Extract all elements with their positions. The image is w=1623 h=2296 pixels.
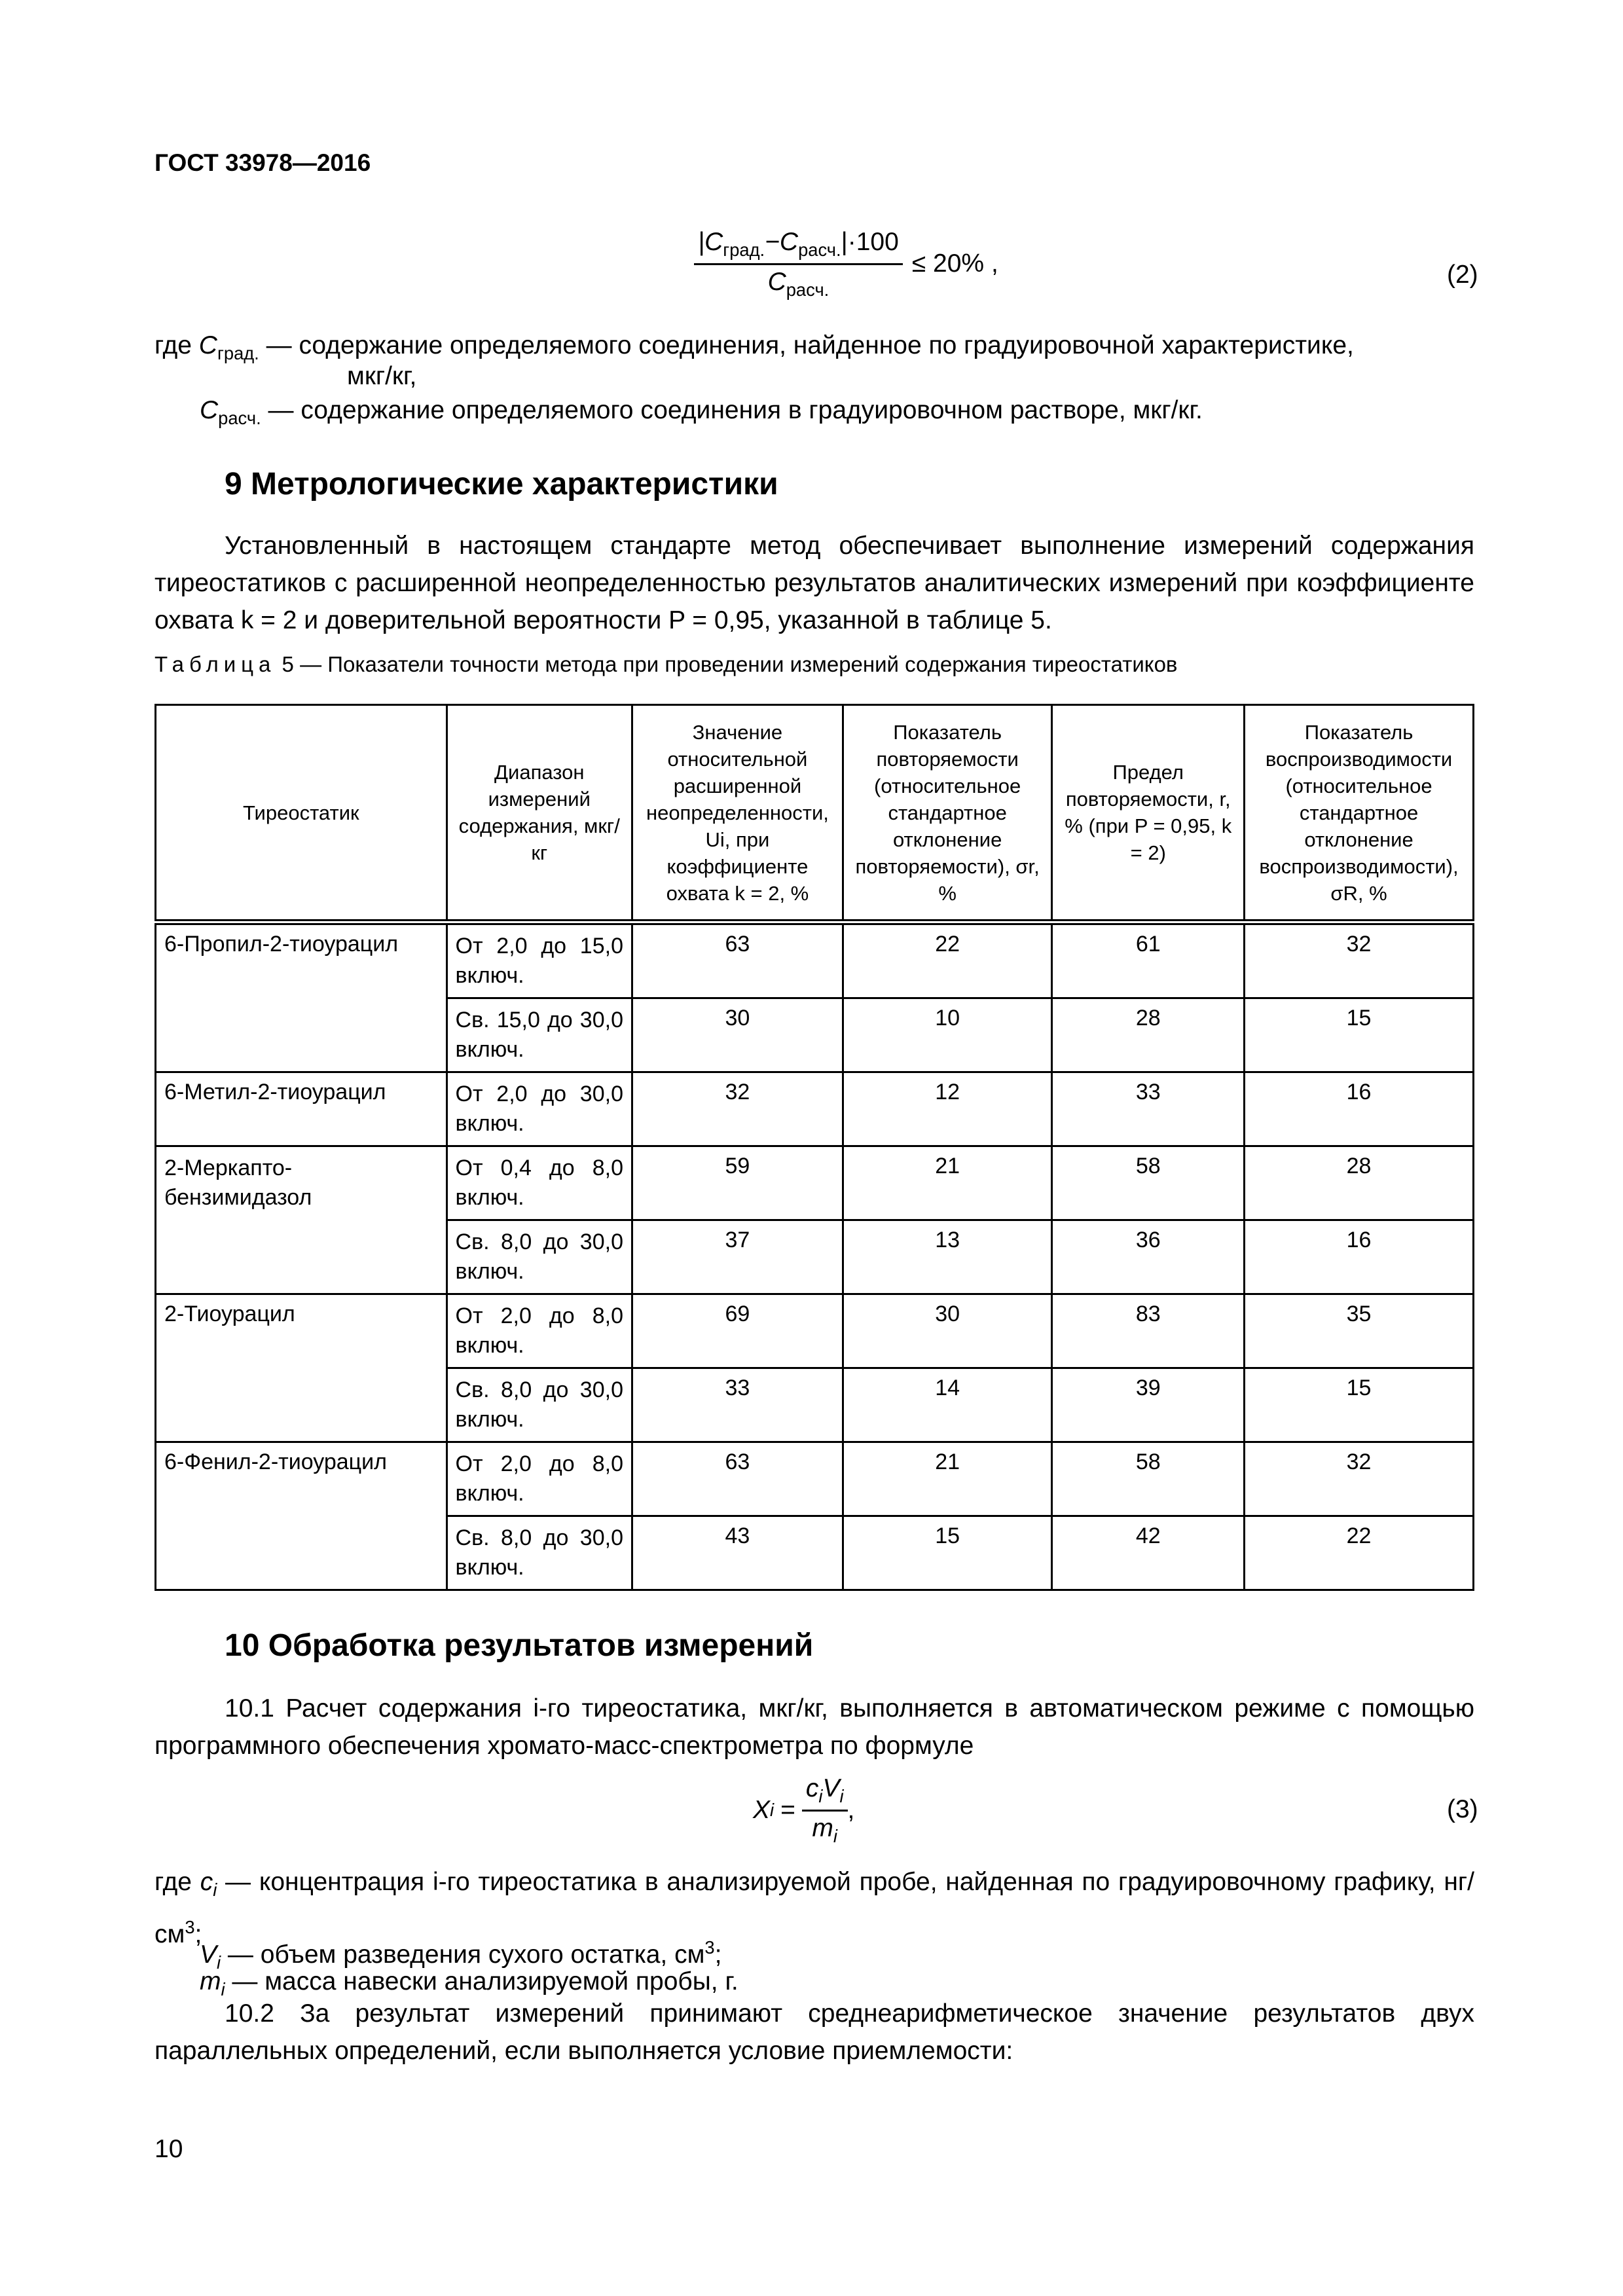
cell-repeatability: 21	[843, 1442, 1052, 1516]
cell-repeatability: 22	[843, 922, 1052, 998]
cell-repeatability: 30	[843, 1294, 1052, 1368]
table-header-row	[156, 705, 1474, 922]
cell-uncertainty: 69	[632, 1294, 843, 1368]
col-header-substance: Тиреостатик	[156, 705, 447, 922]
cell-repeatability-limit: 61	[1052, 922, 1245, 998]
formula-2-relation: ≤ 20% ,	[911, 249, 998, 278]
cell-reproducibility: 35	[1245, 1294, 1474, 1368]
cell-repeatability-limit: 39	[1052, 1368, 1245, 1442]
cell-reproducibility: 16	[1245, 1220, 1474, 1294]
table-row	[156, 1294, 1474, 1368]
cell-uncertainty: 33	[632, 1368, 843, 1442]
cell-repeatability-limit: 36	[1052, 1220, 1245, 1294]
cell-range: Св. 8,0 до 30,0 включ.	[447, 1220, 632, 1294]
formula-3-fraction: $\frac{c_iV_i}{m_i}$	[802, 1774, 848, 1847]
cell-reproducibility: 15	[1245, 1368, 1474, 1442]
cell-reproducibility: 32	[1245, 1442, 1474, 1516]
cell-reproducibility: 28	[1245, 1146, 1474, 1220]
col-header-repeatability-limit: Предел повторяемости, r, % (при P = 0,95, k = 2)	[1052, 705, 1245, 922]
cell-range: Св. 8,0 до 30,0 включ.	[447, 1516, 632, 1590]
page-number: 10	[155, 2135, 183, 2163]
cell-repeatability-limit: 28	[1052, 998, 1245, 1072]
cell-repeatability: 15	[843, 1516, 1052, 1590]
formula-3-number: (3)	[1447, 1795, 1478, 1823]
cell-uncertainty: 32	[632, 1072, 843, 1146]
formula-3-def-c: где $c_i$ — концентрация i-го тиреостатика в анализируемой пробе, найденная по градуировочному графику, $нг/см^3$;	[155, 1868, 1474, 1948]
formula-2-number: (2)	[1447, 261, 1478, 289]
cell-range: Св. 15,0 до 30,0 включ.	[447, 998, 632, 1072]
cell-repeatability-limit: 58	[1052, 1146, 1245, 1220]
cell-range: От 2,0 до 30,0 включ.	[447, 1072, 632, 1146]
cell-range: От 2,0 до 15,0 включ.	[447, 922, 632, 998]
cell-repeatability: 10	[843, 998, 1052, 1072]
cell-uncertainty: 63	[632, 1442, 843, 1516]
formula-2-def-2: $C_{расч.}$ — содержание определяемого соединения в градуировочном растворе, мкг/кг.	[200, 396, 1203, 428]
cell-range: Св. 8,0 до 30,0 включ.	[447, 1368, 632, 1442]
cell-range: От 0,4 до 8,0 включ.	[447, 1146, 632, 1220]
cell-repeatability: 13	[843, 1220, 1052, 1294]
col-header-range: Диапазон измерений содержания, мкг/кг	[447, 705, 632, 922]
col-header-repeatability: Показатель повторяемости (относительное стандартное отклонение повторяемости), σr, %	[843, 705, 1052, 922]
formula-2-def-1: где $C_{град.}$ — содержание определяемого соединения, найденное по градуировочной характеристике,	[155, 331, 1354, 363]
section-9-title: 9 Метрологические характеристики	[225, 467, 778, 501]
col-header-uncertainty: Значение относительной расширенной неопределенности, Ui, при коэффициенте охвата k = 2, %	[632, 705, 843, 922]
cell-repeatability: 21	[843, 1146, 1052, 1220]
cell-repeatability-limit: 42	[1052, 1516, 1245, 1590]
cell-substance: 2-Меркапто-бензимидазол	[156, 1146, 447, 1294]
cell-reproducibility: 16	[1245, 1072, 1474, 1146]
table-row	[156, 922, 1474, 998]
formula-3-def-v: $V_i$ — объем разведения сухого остатка, $см^3$;	[200, 1937, 722, 1973]
formula-2-numerator: $|C_{град.}-C_{расч.}|\cdot 100$	[694, 228, 903, 265]
cell-uncertainty: 37	[632, 1220, 843, 1294]
table-row	[156, 1072, 1474, 1146]
table-row	[156, 1442, 1474, 1516]
cell-substance: 2-Тиоурацил	[156, 1294, 447, 1442]
cell-repeatability: 14	[843, 1368, 1052, 1442]
cell-reproducibility: 32	[1245, 922, 1474, 998]
cell-range: От 2,0 до 8,0 включ.	[447, 1294, 632, 1368]
formula-2-fraction	[694, 228, 903, 301]
formula-3-def-m: $m_i$ — масса навески анализируемой пробы, г.	[200, 1967, 739, 1999]
formula-2-denominator: $C_{расч.}$	[767, 267, 830, 300]
cell-uncertainty: 43	[632, 1516, 843, 1590]
section-10-title: 10 Обработка результатов измерений	[225, 1628, 814, 1663]
formula-2	[694, 228, 998, 301]
formula-3: X i = $\frac{c_iV_i}{m_i}$ ,	[753, 1774, 855, 1846]
cell-uncertainty: 59	[632, 1146, 843, 1220]
cell-substance: 6-Фенил-2-тиоурацил	[156, 1442, 447, 1590]
cell-uncertainty: 30	[632, 998, 843, 1072]
cell-substance: 6-Метил-2-тиоурацил	[156, 1072, 447, 1146]
table-5-caption: Таблица 5 — Показатели точности метода при проведении измерений содержания тиреостатиков	[155, 652, 1178, 676]
cell-range: От 2,0 до 8,0 включ.	[447, 1442, 632, 1516]
cell-uncertainty: 63	[632, 922, 843, 998]
section-10-2-paragraph: 10.2 За результат измерений принимают среднеарифметическое значение результатов двух параллельных определений, если выполняется условие приемлемости:	[155, 1999, 1474, 2065]
document-id: ГОСТ 33978—2016	[155, 149, 371, 176]
cell-reproducibility: 15	[1245, 998, 1474, 1072]
cell-reproducibility: 22	[1245, 1516, 1474, 1590]
cell-repeatability-limit: 58	[1052, 1442, 1245, 1516]
formula-2-def-1-cont: мкг/кг,	[347, 362, 417, 390]
section-10-1-paragraph: 10.1 Расчет содержания i-го тиреостатика, мкг/кг, выполняется в автоматическом режиме с помощью программного обеспечения хромато-масс-спектрометра по формуле	[155, 1694, 1474, 1760]
cell-repeatability-limit: 33	[1052, 1072, 1245, 1146]
table-row	[156, 1146, 1474, 1220]
section-9-paragraph: Установленный в настоящем стандарте метод обеспечивает выполнение измерений содержания тиреостатиков с расширенной неопределенностью результатов аналитических измерений при коэффициенте охвата k = 2 и доверительной вероятности P = 0,95, указанной в таблице 5.	[155, 532, 1474, 634]
cell-repeatability: 12	[843, 1072, 1052, 1146]
table-5	[155, 704, 1474, 1591]
col-header-reproducibility: Показатель воспроизводимости (относительное стандартное отклонение воспроизводимости), σR, %	[1245, 705, 1474, 922]
cell-repeatability-limit: 83	[1052, 1294, 1245, 1368]
cell-substance: 6-Пропил-2-тиоурацил	[156, 922, 447, 1072]
